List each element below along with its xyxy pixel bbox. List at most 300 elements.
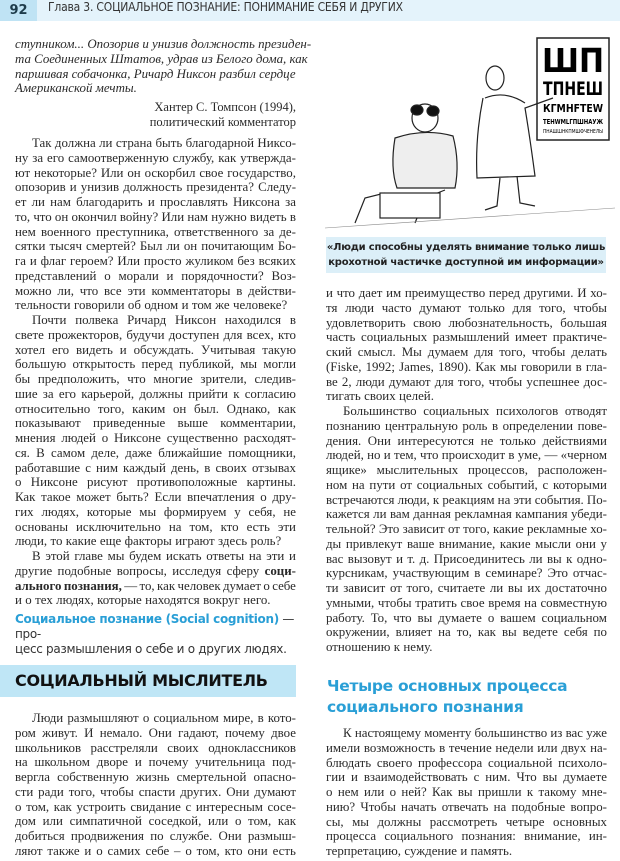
word: одно-: [576, 551, 607, 566]
word: действиями: [542, 433, 607, 448]
word: гадают,: [178, 725, 219, 740]
text-line: [326, 756, 607, 771]
word: совместную: [540, 595, 607, 610]
text-line: [326, 844, 607, 859]
word: Был: [139, 239, 163, 254]
word: деле,: [91, 445, 120, 460]
word: о: [263, 578, 270, 593]
text-line: [15, 770, 296, 785]
word: вы: [501, 625, 517, 640]
body-text-right-2: [326, 726, 607, 859]
word: и: [134, 755, 142, 770]
word: (Fiske,: [326, 359, 362, 374]
text-line: [326, 611, 607, 626]
word: и: [460, 844, 468, 858]
floor-line: [325, 208, 615, 228]
word: сти: [15, 784, 34, 799]
cartoon-caption: [326, 237, 606, 273]
word: немало.: [99, 725, 143, 740]
word: профессора: [418, 755, 483, 770]
word: достаточно: [545, 581, 607, 595]
word: событий,: [487, 477, 538, 492]
word: того,: [68, 784, 96, 799]
word: терпретацию,: [326, 844, 402, 858]
word: сятки: [15, 239, 46, 254]
word: как: [53, 799, 72, 814]
word: почему: [148, 755, 189, 770]
word: к: [393, 640, 400, 654]
text-line: [15, 520, 296, 535]
word: какие: [499, 536, 531, 551]
word: ся.: [15, 445, 30, 460]
word: Никсоне: [30, 475, 78, 490]
word: т.: [407, 551, 416, 566]
text-line: [15, 328, 296, 343]
word: и: [147, 195, 155, 209]
word: хотел: [15, 342, 46, 357]
text-line: [326, 507, 607, 522]
eye-chart-row: ШП: [542, 41, 604, 80]
word: том,: [189, 519, 213, 534]
word: какие: [493, 522, 524, 536]
word: двух: [561, 740, 587, 755]
word: только: [499, 433, 536, 448]
word: Никсон: [174, 313, 217, 327]
text-line: [326, 419, 607, 434]
word: другими.: [523, 286, 574, 300]
word: здесь: [218, 534, 248, 549]
word: свое: [199, 165, 224, 180]
word: каким: [132, 401, 166, 416]
word: что: [33, 209, 52, 224]
word: дения.: [326, 433, 362, 448]
word: то,: [15, 209, 31, 224]
word: унизив: [80, 180, 120, 195]
word: видеть: [249, 209, 287, 224]
word: того,: [457, 374, 485, 389]
word: большая: [560, 315, 607, 330]
word: Присоединитесь: [433, 551, 525, 566]
word: —: [124, 578, 138, 593]
word: выше: [177, 416, 208, 431]
attribution-role: политический комментатор: [149, 115, 296, 129]
word: о: [487, 610, 495, 625]
word: дает: [358, 286, 383, 300]
word: людях,: [41, 504, 80, 519]
word: же: [215, 298, 230, 313]
word: комментарии,: [220, 416, 296, 431]
text-line: [15, 814, 296, 829]
word: том,: [248, 814, 272, 829]
word: встречаются: [326, 492, 395, 507]
text-line: [15, 284, 296, 299]
word: за: [32, 150, 44, 165]
word: ном: [326, 477, 348, 492]
word: недели: [495, 740, 534, 755]
word: оскорбил: [144, 165, 196, 180]
word: влияет: [395, 625, 433, 640]
word: Как: [15, 490, 36, 504]
word: смертельной: [176, 770, 247, 784]
word: имеет: [515, 330, 548, 345]
word: James,: [399, 359, 434, 374]
word: но: [367, 448, 381, 463]
word: то,: [456, 625, 472, 640]
word: основных: [553, 814, 607, 829]
word: как: [277, 401, 296, 416]
word: службу,: [172, 150, 215, 165]
word: в: [236, 283, 243, 298]
word: находился: [224, 313, 282, 327]
text-line: [326, 625, 607, 640]
word: другие: [15, 563, 53, 578]
word: опасно-: [253, 770, 296, 784]
word: того,: [539, 300, 566, 315]
word: В: [32, 549, 41, 563]
word: ляют: [15, 843, 43, 858]
word: себе: [145, 843, 170, 858]
word: ли: [99, 136, 113, 150]
word: внимание,: [524, 829, 581, 844]
word: свете: [15, 327, 44, 342]
word: каждый: [123, 460, 166, 475]
word: гих: [15, 504, 34, 519]
word: еще: [99, 534, 122, 549]
word: настоящему: [354, 726, 422, 740]
text-line: [15, 534, 296, 549]
word: о: [96, 843, 103, 858]
word: ответственного: [174, 224, 259, 239]
text-line: [15, 741, 296, 756]
word: часть: [326, 330, 356, 345]
word: кто: [277, 327, 296, 342]
word: привлекут: [345, 536, 403, 551]
word: жизнь: [135, 770, 170, 784]
word: вашем: [500, 610, 536, 625]
word: Воз-: [271, 268, 296, 283]
word: интересным: [195, 799, 263, 814]
word: тем,: [393, 448, 417, 463]
word: человек: [177, 578, 221, 593]
word: гии: [326, 770, 346, 785]
word: семинаре?: [485, 566, 543, 581]
word: мы: [499, 359, 517, 374]
word: его: [51, 342, 70, 357]
word: жуликом: [185, 254, 234, 268]
word: сферу: [226, 563, 260, 578]
word: и: [351, 770, 358, 785]
word: или: [42, 814, 63, 829]
word: от: [389, 581, 402, 595]
word: как: [218, 150, 237, 165]
word: всяких: [258, 254, 296, 268]
word: как: [477, 625, 496, 640]
word: как: [157, 578, 176, 593]
word: эти: [513, 492, 532, 507]
word: интересуются: [397, 433, 475, 448]
word: чтобы: [488, 374, 523, 389]
word: отводят: [564, 404, 607, 418]
word: ального: [15, 578, 62, 593]
subsection-heading: [327, 676, 567, 718]
word: благодарной: [185, 136, 255, 150]
word: от: [400, 477, 412, 492]
word: зрители,: [200, 372, 247, 386]
word: Ричард: [127, 313, 167, 327]
text-line: [15, 402, 296, 417]
word: дворе: [96, 755, 128, 770]
word: того,: [499, 345, 526, 359]
word: кото-: [267, 711, 296, 725]
text-line: [15, 475, 296, 490]
word: себя,: [248, 504, 276, 519]
word: играют: [175, 534, 215, 549]
word: своих: [364, 389, 396, 404]
word: размышлений: [432, 330, 510, 345]
word: исключительно: [76, 519, 161, 534]
word: И: [84, 725, 94, 740]
word: он: [54, 209, 69, 224]
word: нем: [15, 224, 36, 239]
word: что: [336, 286, 356, 300]
word: не: [283, 504, 296, 519]
word: роль?: [250, 534, 282, 549]
word: течение: [448, 740, 492, 755]
word: или: [363, 785, 385, 799]
word: спасти: [138, 784, 176, 799]
text-line: [15, 343, 296, 358]
word: должность: [123, 180, 183, 195]
text-line: [15, 387, 296, 402]
word: взаимодействовать: [363, 770, 468, 785]
word: будем: [129, 549, 162, 563]
word: По-: [586, 492, 607, 507]
word: имели: [326, 740, 361, 755]
text-line: [326, 566, 607, 581]
word: даже: [125, 445, 153, 460]
word: без: [237, 254, 255, 268]
word: социального: [384, 829, 454, 844]
word: Что: [516, 770, 537, 785]
word: или: [537, 740, 558, 755]
word: познания,: [63, 578, 122, 593]
word: вы: [546, 551, 562, 566]
word: происходит: [441, 448, 506, 463]
word: ром: [15, 725, 36, 740]
word: работавшие: [15, 460, 81, 475]
word: ним.: [485, 770, 511, 785]
word: героем?: [69, 254, 114, 268]
text-line: [15, 800, 296, 815]
text-line: [15, 298, 296, 313]
word: чтобы: [531, 345, 566, 359]
epigraph-line: паршивая собачонка, Ричард Никсон разбил сердце: [15, 66, 296, 81]
word: также: [47, 843, 80, 858]
word: самих: [107, 843, 141, 858]
word: мы: [352, 814, 369, 829]
text-line: [15, 195, 296, 210]
section-heading: СОЦИАЛЬНЫЙ МЫСЛИТЕЛЬ: [15, 671, 268, 690]
word: убеди-: [570, 507, 607, 522]
word: эти: [277, 519, 296, 534]
word: определении: [502, 418, 574, 433]
word: следив-: [254, 372, 296, 386]
eye-chart-row: TEНWMLГПШНАУЖ: [543, 118, 604, 126]
word: дом: [15, 814, 36, 829]
word: курсникам,: [326, 566, 388, 581]
word: нем: [337, 785, 359, 799]
text-line: [15, 549, 296, 564]
word: есть: [246, 519, 270, 534]
word: сы,: [326, 814, 344, 829]
word: расположен-: [537, 463, 607, 477]
word: ли: [529, 551, 543, 566]
text-line: [15, 446, 296, 461]
word: внимание,: [438, 536, 496, 551]
word: —: [544, 448, 558, 463]
word: почитающим: [201, 239, 274, 254]
text-line: [326, 537, 607, 552]
word: порядочности?: [181, 268, 264, 283]
word: говорили: [73, 298, 125, 313]
word: работу.: [326, 610, 365, 625]
word: двое: [271, 725, 296, 740]
word: быть?: [116, 490, 149, 504]
word: флаг: [40, 254, 67, 268]
word: предположить,: [37, 372, 120, 386]
word: события.: [534, 492, 584, 507]
word: других.: [180, 784, 222, 799]
word: И: [577, 286, 587, 300]
word: могли: [263, 357, 296, 372]
word: то,: [139, 578, 155, 593]
word: из: [550, 726, 563, 740]
text-line: [326, 640, 607, 655]
text-line: [15, 151, 296, 166]
word: себя: [563, 625, 588, 640]
word: об: [127, 298, 141, 313]
word: вокруг: [203, 593, 240, 608]
text-line: [326, 360, 607, 375]
word: людей,: [326, 448, 364, 463]
word: отношению: [326, 640, 391, 654]
word: с: [473, 770, 480, 785]
word: искать: [165, 549, 202, 563]
word: свою: [413, 315, 441, 330]
word: эти: [127, 283, 146, 298]
word: зависит: [343, 581, 386, 595]
word: что: [79, 283, 99, 298]
word: перед: [488, 286, 521, 300]
word: о: [389, 785, 397, 799]
word: которыми: [552, 477, 607, 492]
text-line: [15, 785, 296, 800]
word: войну?: [119, 209, 159, 224]
text-line: [15, 593, 296, 608]
text-line: [15, 225, 296, 240]
word: у: [600, 536, 607, 551]
word: ней?: [401, 785, 427, 799]
word: га: [15, 254, 27, 268]
word: уме,: [517, 448, 542, 463]
page-number: 92: [0, 0, 37, 21]
word: в: [289, 313, 296, 327]
text-line: [15, 726, 296, 741]
word: бы: [15, 372, 31, 386]
text-line: [326, 345, 607, 360]
word: делать: [571, 345, 607, 359]
word: государство,: [227, 165, 296, 180]
text-line: [15, 755, 296, 770]
word: чтобы: [100, 784, 134, 799]
word: картины.: [246, 475, 296, 490]
text-line: [15, 166, 296, 181]
word: рассмотреть: [429, 814, 498, 829]
word: чтобы: [377, 595, 412, 610]
word: и: [181, 298, 189, 313]
word: в: [474, 566, 481, 581]
text-line: [326, 434, 607, 449]
word: обсуждать.: [133, 342, 195, 357]
word: блюдать: [326, 755, 372, 770]
word: кто: [220, 519, 239, 534]
word: отвечать: [441, 799, 489, 814]
word: публикой,: [179, 357, 234, 372]
word: моменту: [424, 726, 472, 740]
body-text-left: [15, 136, 296, 608]
word: президента?: [186, 180, 255, 195]
word: о: [101, 431, 109, 445]
word: на: [168, 519, 182, 534]
word: о: [234, 814, 242, 829]
text-line: [15, 357, 296, 372]
eye-chart-row: ТПНЕШ: [543, 78, 603, 100]
text-line: [326, 815, 607, 830]
word: о: [25, 593, 32, 608]
word: будучи: [126, 327, 165, 342]
word: исследуя: [172, 563, 222, 578]
word: «черном: [560, 448, 607, 463]
word: о: [104, 268, 111, 283]
epigraph-attribution: [15, 100, 296, 130]
word: что: [393, 610, 412, 625]
text-line: [326, 478, 607, 493]
word: говорили: [520, 359, 572, 374]
word: для: [434, 374, 454, 389]
word: том,: [26, 799, 50, 814]
word: и: [383, 448, 391, 463]
word: д.: [419, 551, 430, 566]
word: на: [248, 549, 262, 563]
text-line: [15, 829, 296, 844]
word: социальных: [416, 477, 483, 492]
word: Следу-: [258, 180, 296, 195]
word: его: [58, 386, 76, 401]
text-line: [15, 564, 296, 579]
eye-chart-row: ПНАШШНКПМШФЧЕНЕЛЫ: [543, 129, 603, 135]
word: все: [104, 283, 122, 298]
text-line: [15, 254, 296, 269]
text-line: [326, 389, 607, 404]
word: думаете: [438, 610, 482, 625]
word: одном: [144, 298, 179, 313]
word: полвека: [75, 313, 119, 327]
word: кажется: [326, 507, 370, 522]
word: вы: [417, 610, 433, 625]
text-line: [15, 313, 296, 328]
eye-chart: [537, 38, 609, 140]
subsection-heading-line: Четыре основных процесса: [327, 677, 568, 695]
